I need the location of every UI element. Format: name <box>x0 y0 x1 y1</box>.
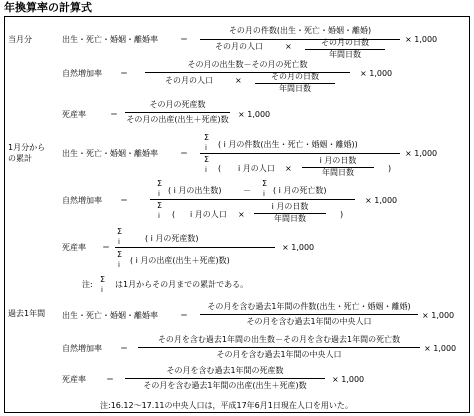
formula1-numerator: ( i 月の件数(出生・死亡・婚姻・離婚)) <box>218 140 358 149</box>
multiplier: × 1,000 <box>405 149 438 158</box>
sigma-symbol: Σ <box>100 275 106 284</box>
multiplier: × 1,000 <box>424 344 457 353</box>
equals-sign: ＝ <box>120 196 128 205</box>
formula2-numerator-births: ( i 月の出生数) <box>168 186 222 195</box>
sigma-index: i <box>205 144 207 152</box>
fraction-bar <box>125 112 230 113</box>
sigma-index: i <box>118 261 120 269</box>
formula3-numerator: その月の死産数 <box>149 100 206 109</box>
section-cumulative-label-2: の累計 <box>8 154 32 163</box>
formula3-denominator: その月を含む過去1年間の出産(出生＋死産)数 <box>143 381 307 390</box>
note-prefix: 注: <box>82 280 93 289</box>
times-sign: × <box>235 76 242 85</box>
equals-sign: ＝ <box>120 344 128 353</box>
sigma-symbol: Σ <box>157 179 163 188</box>
sigma-symbol: Σ <box>204 133 210 142</box>
multiplier: × 1,000 <box>282 243 315 252</box>
sigma-index: i <box>158 190 160 198</box>
formula2-numerator: その月を含む過去1年間の出生数－その月を含む過去1年間の死亡数 <box>157 335 401 344</box>
formula3-name: 死産率 <box>62 375 86 384</box>
formula2-name: 自然増加率 <box>62 344 102 353</box>
sigma-index: i <box>205 166 207 174</box>
formula2-numerator-deaths: ( i 月の死亡数) <box>273 186 327 195</box>
formula2-denominator-population: i 月の人口 <box>190 210 227 219</box>
formula1-numerator: その月を含む過去1年間の件数(出生・死亡・婚姻・離婚) <box>207 302 411 311</box>
times-sign: × <box>238 210 245 219</box>
paren-close: ) <box>388 164 392 173</box>
minus-sign: － <box>243 186 251 195</box>
equals-sign: ＝ <box>102 243 110 252</box>
formula1-numerator: その月の件数(出生・死亡・婚姻・離婚) <box>228 26 372 35</box>
fraction-bar <box>200 314 418 315</box>
equals-sign: ＝ <box>180 35 188 44</box>
multiplier: × 1,000 <box>422 311 455 320</box>
paren-open: ( <box>218 164 222 173</box>
equals-sign: ＝ <box>106 375 114 384</box>
sigma-index: i <box>118 238 120 246</box>
sigma-symbol: Σ <box>157 201 163 210</box>
formula1-denominator-population: i 月の人口 <box>238 164 275 173</box>
sigma-index: i <box>101 286 103 294</box>
multiplier: × 1,000 <box>405 35 438 44</box>
fraction-bar <box>115 247 275 248</box>
equals-sign: ＝ <box>180 311 188 320</box>
days-in-month: その月の日数 <box>321 38 369 47</box>
equals-sign: ＝ <box>180 149 188 158</box>
days-in-year: 年間日数 <box>322 168 354 177</box>
multiplier: × 1,000 <box>238 110 271 119</box>
days-in-month: i 月の日数 <box>319 156 357 165</box>
section-past-year-label: 過去1年間 <box>8 309 46 318</box>
equals-sign: ＝ <box>110 110 118 119</box>
days-in-year: 年間日数 <box>329 50 361 59</box>
formula2-numerator: その月の出生数－その月の死亡数 <box>187 60 308 69</box>
section-current-month-label: 当月分 <box>8 35 32 44</box>
days-in-year: 年間日数 <box>274 214 306 223</box>
sigma-index: i <box>158 212 160 220</box>
paren-close: ) <box>340 210 344 219</box>
page-title: 年換算率の計算式 <box>4 1 92 14</box>
formula2-denominator: その月を含む過去1年間の中央人口 <box>216 350 342 359</box>
formula2-denominator-population: その月の人口 <box>165 76 213 85</box>
formula1-denominator: その月を含む過去1年間の中央人口 <box>246 317 372 326</box>
formula3-name: 死産率 <box>62 110 86 119</box>
formula1-name: 出生・死亡・婚姻・離婚率 <box>62 149 158 158</box>
fraction-bar <box>150 199 355 200</box>
fraction-bar <box>125 378 325 379</box>
formula1-name: 出生・死亡・婚姻・離婚率 <box>62 35 158 44</box>
fraction-bar <box>200 153 400 154</box>
times-sign: × <box>285 42 292 51</box>
fraction-bar <box>138 347 420 348</box>
days-in-month: その月の日数 <box>271 72 319 81</box>
formula3-denominator: ( i 月の出産(出生＋死産)数) <box>130 256 230 265</box>
formula1-name: 出生・死亡・婚姻・離婚率 <box>62 311 158 320</box>
sigma-symbol: Σ <box>204 155 210 164</box>
equals-sign: ＝ <box>120 69 128 78</box>
multiplier: × 1,000 <box>365 196 398 205</box>
days-in-year: 年間日数 <box>279 84 311 93</box>
formula3-numerator: ( i 月の死産数) <box>145 234 199 243</box>
section-cumulative-label-1: 1月分から <box>8 143 46 152</box>
note-text: は1月からその月までの累計である。 <box>115 280 249 289</box>
times-sign: × <box>285 164 292 173</box>
paren-open: ( <box>172 210 176 219</box>
sigma-index: i <box>263 190 265 198</box>
formula2-name: 自然増加率 <box>62 69 102 78</box>
formula3-denominator: その月の出産(出生＋死産)数 <box>126 115 229 124</box>
formula1-denominator-population: その月の人口 <box>215 42 263 51</box>
days-in-month: i 月の日数 <box>271 202 309 211</box>
multiplier: × 1,000 <box>332 375 365 384</box>
formula3-numerator: その月を含む過去1年間の死産数 <box>166 366 284 375</box>
sigma-symbol: Σ <box>262 179 268 188</box>
formula2-name: 自然増加率 <box>62 196 102 205</box>
multiplier: × 1,000 <box>360 69 393 78</box>
sigma-symbol: Σ <box>117 227 123 236</box>
sigma-symbol: Σ <box>117 250 123 259</box>
footnote: 注:16.12～17.11の中央人口は，平成17年6月1日現在人口を用いた。 <box>100 401 353 410</box>
formula3-name: 死産率 <box>62 243 86 252</box>
